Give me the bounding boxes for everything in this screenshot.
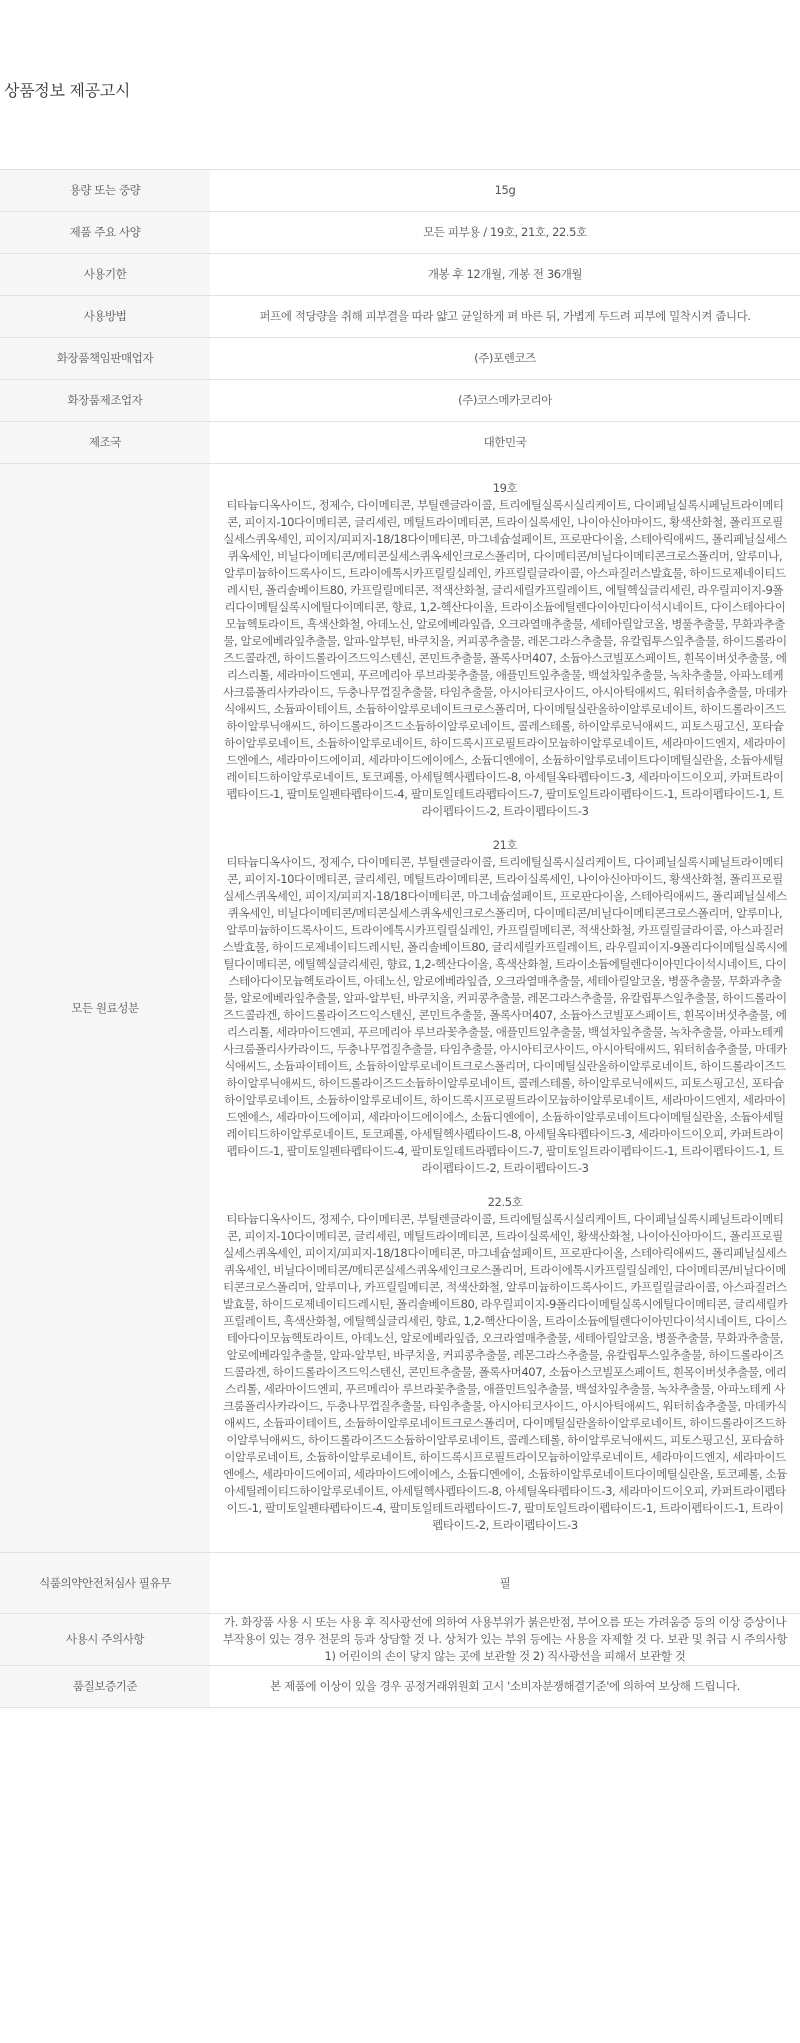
table-row: [0, 212, 800, 254]
ingredient-block-22-5: [222, 1194, 788, 1534]
row-value-expiry: 개봉 후 12개월, 개봉 전 36개월: [210, 254, 800, 296]
table-row: [0, 1666, 800, 1708]
ingredient-list: 티타늄디옥사이드, 정제수, 다이메티콘, 부틸렌글라이콜, 트리에틸실록시실리케이트, 다이페닐실록시페닐트라이메티콘, 피이지-10다이메티콘, 글리세린, 메틸트라이메티콘, 트라이실록세인, 황색산화철, 나이아신아마이드, 폴리프로필실세스퀴옥세인, 피이지/피피지-18/18다이메티콘, 마그네슘설페이트, 프로판다이올, 스테아릭애씨드, 폴리페닐실세스퀴옥세인, 비닐다이메티콘/메티콘실세스퀴옥세인크로스폴리머, 트라이에톡시카프릴릴실레인, 다이메티콘/비닐다이메티콘크로스폴리머, 알루미나, 카프릴릴메티콘, 적색산화철, 알루미늄하이드록사이드, 카프릴릴글라이콜, 아스파질러스발효물, 하이드로제네이티드레시틴, 폴리솔베이트80, 라우릴피이지-9폴리다이메틸실록시에틸다이메티콘, 글리세릴카프릴레이트, 흑색산화철, 에틸헥실글리세린, 향료, 1,2-헥산다이올, 트라이소듐에틸렌다이아민다이석시네이트, 다이스테아다이모늄헥토라이트, 아데노신, 알로에베라잎즙, 오크라열매추출물, 세테아릴알코올, 병풀추출물, 무화과추출물, 알로에베라잎추출물, 알파-알부틴, 바쿠치올, 커피콩추출물, 레몬그라스추출물, 유칼립투스잎추출물, 하이드롤라이즈드콜라겐, 하이드롤라이즈드익스텐신, 콘민트추출물, 폴록사머407, 소듐아스코빌포스페이트, 흰목이버섯추출물, 에리스리톨, 세라마이드엔피, 푸르메리아 루브라꽃추출물, 애플민트잎추출물, 백설차잎추출물, 녹차추출물, 아파노테케 사크룸폴리사카라이드, 두충나무껍질추출물, 타임추출물, 아시아티코사이드, 아시아틱애씨드, 워터히솝추출물, 마데카식애씨드, 소듐파이테이트, 소듐하이알루로네이트크로스폴리머, 다이메틸실란올하이알루로네이트, 하이드롤라이즈드하이알루닉애씨드, 하이드롤라이즈드소듐하이알루로네이트, 콜레스테롤, 하이알루로닉애씨드, 피토스핑고신, 포타슘하이알루로네이트, 소듐하이알루로네이트, 하이드록시프로필트라이모늄하이알루로네이트, 세라마이드엔지, 세라마이드엔에스, 세라마이드에이피, 세라마이드에이에스, 소듐디엔에이, 소듐하이알루로네이트다이메틸실란올, 토코페롤, 소듐아세틸레이티드하이알루로네이트, 아세틸헥사펩타이드-8, 아세틸옥타펩타이드-3, 세라마이드이오피, 카퍼트라이펩타이드-1, 팔미토일펜타펩타이드-4, 팔미토일테트라펩타이드-7, 팔미토일트라이펩타이드-1, 트라이펩타이드-1, 트라이펩타이드-2, 트라이펩타이드-3: [222, 1212, 788, 1532]
table-row: [0, 254, 800, 296]
row-label-capacity: 용량 또는 중량: [0, 170, 210, 212]
row-label-food-drug: 식품의약안전처심사 필유무: [0, 1553, 210, 1614]
ingredient-list: 티타늄디옥사이드, 정제수, 다이메티콘, 부틸렌글라이콜, 트리에틸실록시실리케이트, 다이페닐실록시페닐트라이메티콘, 피이지-10다이메티콘, 글리세린, 메틸트라이메티콘, 트라이실록세인, 나이아신아마이드, 황색산화철, 폴리프로필실세스퀴옥세인, 피이지/피피지-18/18다이메티콘, 마그네슘설페이트, 프로판다이올, 스테아릭애씨드, 폴리페닐실세스퀴옥세인, 비닐다이메티콘/메티콘실세스퀴옥세인크로스폴리머, 다이메티콘/비닐다이메티콘크로스폴리머, 알루미나, 알루미늄하이드록사이드, 트라이에톡시카프릴릴실레인, 카프릴릴메티콘, 적색산화철, 카프릴릴글라이콜, 아스파질러스발효물, 하이드로제네이티드레시틴, 폴리솔베이트80, 글리세릴카프릴레이트, 라우릴피이지-9폴리다이메틸실록시에틸다이메티콘, 에틸헥실글리세린, 향료, 1,2-헥산다이올, 흑색산화철, 트라이소듐에틸렌다이아민다이석시네이트, 다이스테아다이모늄헥토라이트, 아데노신, 알로에베라잎즙, 오크라열매추출물, 세테아릴알코올, 병풀추출물, 무화과추출물, 알로에베라잎추출물, 알파-알부틴, 바쿠치올, 커피콩추출물, 레몬그라스추출물, 유칼립투스잎추출물, 하이드롤라이즈드콜라겐, 하이드롤라이즈드익스텐신, 콘민트추출물, 폴록사머407, 소듐아스코빌포스페이트, 흰목이버섯추출물, 에리스리톨, 세라마이드엔피, 푸르메리아 루브라꽃추출물, 애플민트잎추출물, 백설차잎추출물, 녹차추출물, 아파노테케 사크룸폴리사카라이드, 두충나무껍질추출물, 타임추출물, 아시아티코사이드, 아시아틱애씨드, 워터히솝추출물, 마데카식애씨드, 소듐파이테이트, 소듐하이알루로네이트크로스폴리머, 다이메틸실란올하이알루로네이트, 하이드롤라이즈드하이알루닉애씨드, 하이드롤라이즈드소듐하이알루로네이트, 콜레스테롤, 하이알루로닉애씨드, 피토스핑고신, 포타슘하이알루로네이트, 소듐하이알루로네이트, 하이드록시프로필트라이모늄하이알루로네이트, 세라마이드엔지, 세라마이드엔에스, 세라마이드에이피, 세라마이드에이에스, 소듐디엔에이, 소듐하이알루로네이트다이메틸실란올, 소듐아세틸레이티드하이알루로네이트, 토코페롤, 아세틸헥사펩타이드-8, 아세틸옥타펩타이드-3, 세라마이드이오피, 카퍼트라이펩타이드-1, 팔미토일펜타펩타이드-4, 팔미토일테트라펩타이드-7, 팔미토일트라이펩타이드-1, 트라이펩타이드-1, 트라이펩타이드-2, 트라이펩타이드-3: [222, 855, 788, 1175]
ingredient-shade-title: 22.5호: [487, 1195, 523, 1209]
row-value-ingredients: [210, 464, 800, 1553]
row-value-country: 대한민국: [210, 422, 800, 464]
page-title: 상품정보 제공고시: [4, 81, 131, 100]
row-label-spec: 제품 주요 사양: [0, 212, 210, 254]
row-label-quality: 품질보증기준: [0, 1666, 210, 1708]
table-row: [0, 338, 800, 380]
ingredient-shade-title: 19호: [492, 481, 518, 495]
table-row: [0, 1614, 800, 1666]
row-value-quality: 본 제품에 이상이 있을 경우 공정거래위원회 고시 '소비자분쟁해결기준'에 의하여 보상해 드립니다.: [210, 1666, 800, 1708]
row-value-spec: 모든 피부용 / 19호, 21호, 22.5호: [210, 212, 800, 254]
ingredient-shade-title: 21호: [492, 838, 518, 852]
row-label-manufacturer: 화장품제조업자: [0, 380, 210, 422]
table-row: [0, 170, 800, 212]
row-label-caution: 사용시 주의사항: [0, 1614, 210, 1666]
row-value-usage: 퍼프에 적당량을 취해 피부결을 따라 얇고 균일하게 펴 바른 뒤, 가볍게 두드려 피부에 밀착시켜 줍니다.: [210, 296, 800, 338]
row-value-capacity: 15g: [210, 170, 800, 212]
table-row: [0, 422, 800, 464]
table-row: [0, 380, 800, 422]
row-value-seller: (주)포렌코즈: [210, 338, 800, 380]
row-label-country: 제조국: [0, 422, 210, 464]
table-row: [0, 296, 800, 338]
row-label-usage: 사용방법: [0, 296, 210, 338]
row-label-expiry: 사용기한: [0, 254, 210, 296]
row-label-ingredients: 모든 원료성분: [0, 464, 210, 1553]
row-value-caution: 가. 화장품 사용 시 또는 사용 후 직사광선에 의하여 사용부위가 붉은반점, 부어오름 또는 가려움증 등의 이상 증상이나 부작용이 있는 경우 전문의 등과 상담할 것 나. 상처가 있는 부위 등에는 사용을 자제할 것 다. 보관 및 취급 시 주의사항 1) 어린이의 손이 닿지 않는 곳에 보관할 것 2) 직사광선을 피해서 보관할 것: [210, 1614, 800, 1666]
ingredient-block-19: [222, 480, 788, 820]
row-label-seller: 화장품책임판매업자: [0, 338, 210, 380]
ingredient-list: 티타늄디옥사이드, 정제수, 다이메티콘, 부틸렌글라이콜, 트리에틸실록시실리케이트, 다이페닐실록시페닐트라이메티콘, 피이지-10다이메티콘, 글리세린, 메틸트라이메티콘, 트라이실록세인, 나이아신아마이드, 황색산화철, 폴리프로필실세스퀴옥세인, 피이지/피피지-18/18다이메티콘, 마그네슘설페이트, 프로판다이올, 스테아릭애씨드, 폴리페닐실세스퀴옥세인, 비닐다이메티콘/메티콘실세스퀴옥세인크로스폴리머, 다이메티콘/비닐다이메티콘크로스폴리머, 알루미나, 알루미늄하이드록사이드, 트라이에톡시카프릴릴실레인, 카프릴릴글라이콜, 아스파질러스발효물, 하이드로제네이티드레시틴, 폴리솔베이트80, 카프릴릴메티콘, 적색산화철, 글리세릴카프릴레이트, 에틸헥실글리세린, 라우릴피이지-9폴리다이메틸실록시에틸다이메티콘, 향료, 1,2-헥산다이올, 트라이소듐에틸렌다이아민다이석시네이트, 다이스테아다이모늄헥토라이트, 흑색산화철, 아데노신, 알로에베라잎즙, 오크라열매추출물, 세테아릴알코올, 병풀추출물, 무화과추출물, 알로에베라잎추출물, 알파-알부틴, 바쿠치올, 커피콩추출물, 레몬그라스추출물, 유칼립투스잎추출물, 하이드롤라이즈드콜라겐, 하이드롤라이즈드익스텐신, 콘민트추출물, 폴록사머407, 소듐아스코빌포스페이트, 흰목이버섯추출물, 에리스리톨, 세라마이드엔피, 푸르메리아 루브라꽃추출물, 애플민트잎추출물, 백설차잎추출물, 녹차추출물, 아파노테케 사크룸폴리사카라이드, 두충나무껍질추출물, 타임추출물, 아시아티코사이드, 아시아틱애씨드, 워터히솝추출물, 마데카식애씨드, 소듐파이테이트, 소듐하이알루로네이트크로스폴리머, 다이메틸실란올하이알루로네이트, 하이드롤라이즈드하이알루닉애씨드, 하이드롤라이즈드소듐하이알루로네이트, 콜레스테롤, 하이알루로닉애씨드, 피토스핑고신, 포타슘하이알루로네이트, 소듐하이알루로네이트, 하이드록시프로필트라이모늄하이알루로네이트, 세라마이드엔지, 세라마이드엔에스, 세라마이드에이피, 세라마이드에이에스, 소듐디엔에이, 소듐하이알루로네이트다이메틸실란올, 소듐아세틸레이티드하이알루로네이트, 토코페롤, 아세틸헥사펩타이드-8, 아세틸옥타펩타이드-3, 세라마이드이오피, 카퍼트라이펩타이드-1, 팔미토일펜타펩타이드-4, 팔미토일테트라펩타이드-7, 팔미토일트라이펩타이드-1, 트라이펩타이드-1, 트라이펩타이드-2, 트라이펩타이드-3: [223, 498, 787, 818]
product-info-table: [0, 169, 800, 1708]
row-value-food-drug: 필: [210, 1553, 800, 1614]
table-row: [0, 464, 800, 1553]
ingredient-block-21: [222, 837, 788, 1177]
row-value-manufacturer: (주)코스메카코리아: [210, 380, 800, 422]
table-row: [0, 1553, 800, 1614]
